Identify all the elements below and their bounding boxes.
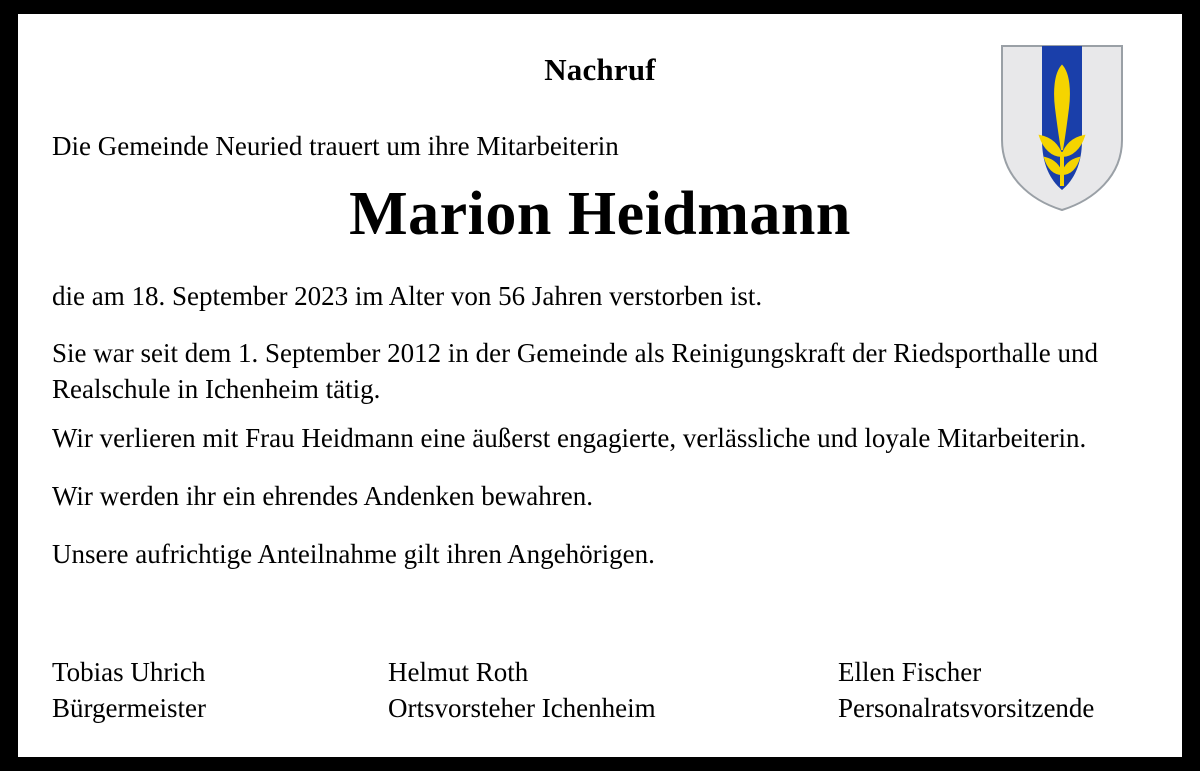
signature-role: Ortsvorsteher Ichenheim (388, 693, 656, 724)
paragraph-death-date: die am 18. September 2023 im Alter von 56 Jahren verstorben ist. (52, 280, 763, 311)
paragraph-tribute: Wir verlieren mit Frau Heidmann eine äußerst engagierte, verlässliche und loyale Mitarbeiterin. (52, 423, 1087, 454)
obituary-content (52, 34, 1148, 734)
signature-entry (388, 654, 838, 727)
paragraph-condolences: Unsere aufrichtige Anteilnahme gilt ihren Angehörigen. (52, 538, 655, 569)
signature-name: Tobias Uhrich (52, 657, 206, 687)
deceased-name: Marion Heidmann (349, 180, 851, 249)
obituary-card (18, 14, 1182, 757)
paragraph-employment: Sie war seit dem 1. September 2012 in der Gemeinde als Reinigungskraft der Riedsporthalle und Realschule in Ichenheim tätig. (52, 338, 1098, 404)
signature-role: Bürgermeister (52, 693, 206, 724)
signature-name: Helmut Roth (388, 657, 529, 687)
signature-entry (838, 654, 1148, 727)
signature-block (52, 654, 1148, 727)
signature-role: Personalratsvorsitzende (838, 693, 1095, 724)
page-title: Nachruf (544, 52, 656, 87)
paragraph-remembrance: Wir werden ihr ein ehrendes Andenken bewahren. (52, 481, 593, 512)
lead-text: Die Gemeinde Neuried trauert um ihre Mitarbeiterin (52, 131, 619, 161)
signature-entry (52, 654, 388, 727)
signature-name: Ellen Fischer (838, 657, 982, 687)
coat-of-arms-icon (998, 44, 1126, 212)
